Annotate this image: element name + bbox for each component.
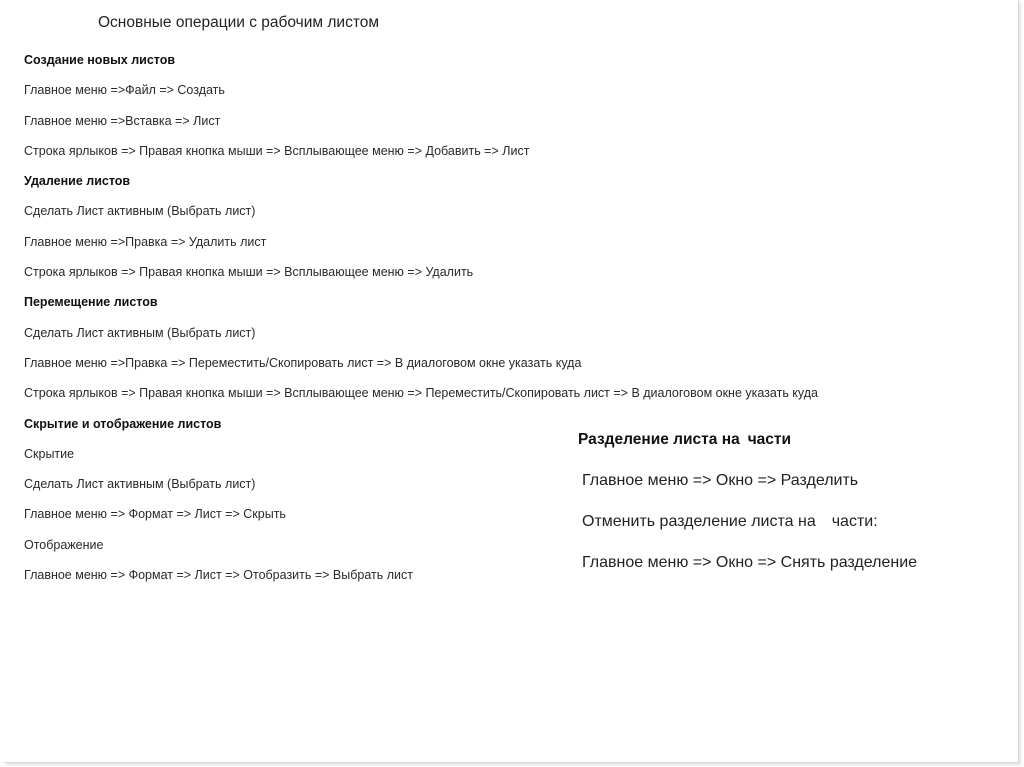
text-line: Главное меню =>Файл => Создать — [24, 83, 225, 98]
split-heading-part1: Разделение листа на — [578, 431, 740, 448]
text-line: Главное меню => Формат => Лист => Скрыть — [24, 507, 286, 522]
split-line-2-part2: части: — [831, 513, 878, 530]
text-line: Главное меню =>Вставка => Лист — [24, 113, 221, 128]
slide-title: Основные операции с рабочим листом — [98, 14, 380, 31]
text-line: Строка ярлыков => Правая кнопка мыши => Всплывающее меню => Добавить => Лист — [24, 143, 530, 158]
text-line: Главное меню =>Правка => Переместить/Скопировать лист => В диалоговом окне указать куда — [24, 355, 582, 370]
split-line-1: Главное меню => Окно => Разделить — [582, 472, 859, 489]
text-line: Строка ярлыков => Правая кнопка мыши => Всплывающее меню => Удалить — [24, 265, 474, 280]
text-line: Сделать Лист активным (Выбрать лист) — [24, 477, 256, 492]
split-line-2-part1: Отменить разделение листа на — [582, 513, 816, 530]
text-line: Отображение — [24, 537, 104, 552]
section-heading-hide-show: Скрытие и отображение листов — [24, 416, 222, 431]
split-section-heading — [578, 431, 791, 449]
text-line: Главное меню => Формат => Лист => Отобразить => Выбрать лист — [24, 568, 414, 583]
section-heading-delete: Удаление листов — [24, 174, 131, 189]
split-line-2 — [582, 513, 878, 531]
text-line: Сделать Лист активным (Выбрать лист) — [24, 325, 256, 340]
text-line: Сделать Лист активным (Выбрать лист) — [24, 204, 256, 219]
text-line: Скрытие — [24, 446, 75, 461]
slide — [4, 0, 1019, 763]
split-line-3: Главное меню => Окно => Снять разделение — [582, 554, 918, 571]
section-heading-move: Перемещение листов — [24, 295, 158, 310]
text-line: Главное меню =>Правка => Удалить лист — [24, 234, 267, 249]
split-heading-part2: части — [747, 431, 792, 448]
section-heading-create: Создание новых листов — [24, 53, 176, 67]
text-line: Строка ярлыков => Правая кнопка мыши => Всплывающее меню => Переместить/Скопировать лист => В диалоговом окне указать куда — [24, 386, 818, 401]
